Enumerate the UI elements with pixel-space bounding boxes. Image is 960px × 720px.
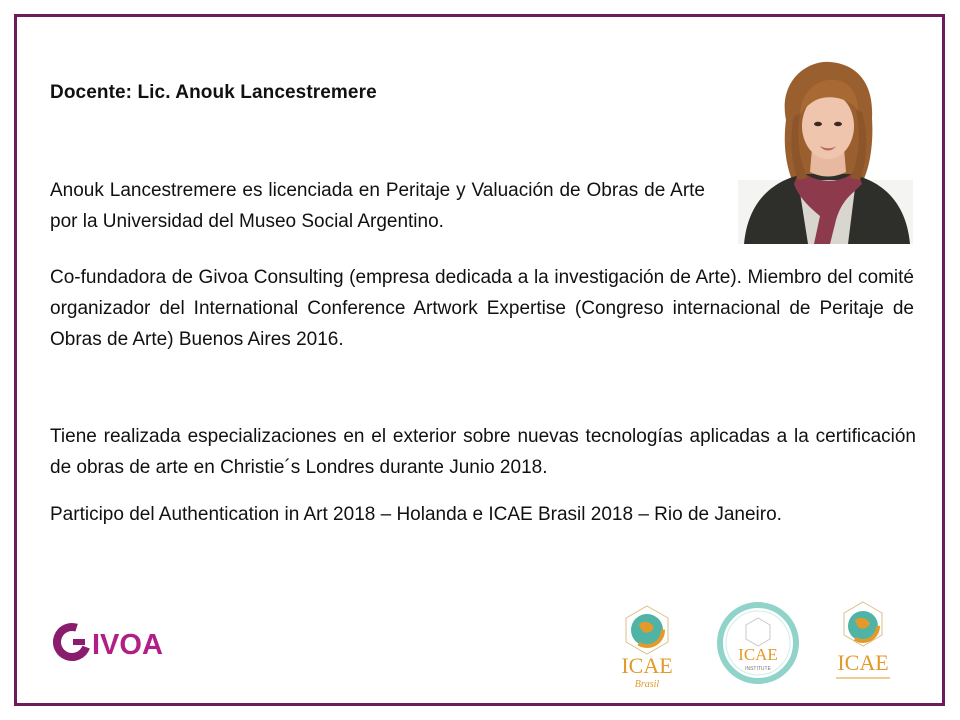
paragraph-participation: Participo del Authentication in Art 2018 – Holanda e ICAE Brasil 2018 – Rio de Janeiro. — [50, 504, 782, 525]
icae-brasil-logo — [606, 600, 688, 692]
portrait-photo — [738, 60, 913, 244]
svg-text:ICAE: ICAE — [738, 645, 778, 664]
paragraph-specializations: Tiene realizada especializaciones en el exterior sobre nuevas tecnologías aplicadas a la certificación de obras de arte en Christie´s Londres durante Junio 2018. — [50, 426, 916, 478]
svg-text:INSTITUTE: INSTITUTE — [745, 666, 771, 672]
givoa-wordmark: IVOA — [92, 629, 163, 661]
page-title: Docente: Lic. Anouk Lancestremere — [50, 82, 377, 103]
givoa-logo — [52, 620, 177, 664]
paragraph-cofounder: Co-fundadora de Givoa Consulting (empresa dedicada a la investigación de Arte). Miembro del comité organizador del International Conference Artwork Expertise (Congreso internacional de Peritaje de Obras de Arte) Buenos Aires 2016. — [50, 267, 914, 350]
svg-text:ICAE: ICAE — [837, 650, 889, 675]
paragraph-degree: Anouk Lancestremere es licenciada en Peritaje y Valuación de Obras de Arte por la Universidad del Museo Social Argentino. — [50, 180, 705, 232]
icae-logo — [824, 598, 902, 686]
svg-text:ICAE: ICAE — [621, 653, 673, 678]
svg-text:Brasil: Brasil — [634, 679, 660, 690]
icae-institute-logo — [716, 600, 800, 686]
